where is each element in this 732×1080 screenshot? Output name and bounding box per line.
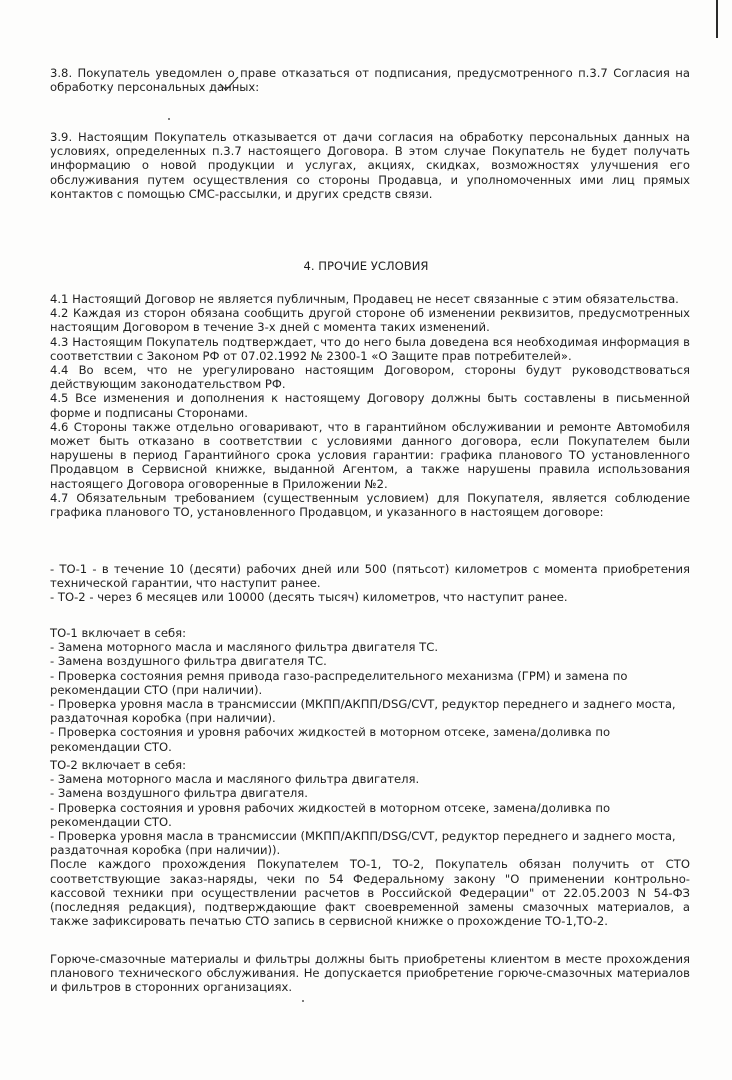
clause-3-8: 3.8. Покупатель уведомлен о праве отказаться от подписания, предусмотренного п.3.7 Согласия на обработку персональных данных:: [50, 66, 690, 95]
clause-4-1: 4.1 Настоящий Договор не является публичным, Продавец не несет связанные с этим обязательства.: [50, 292, 679, 306]
closing-paragraph: Горюче-смазочные материалы и фильтры должны быть приобретены клиентом в месте прохождения планового технического обслуживания. Не допускается приобретение горюче-смазочных материалов и фильтров в сторонних организациях.: [50, 952, 690, 995]
clause-4-7: 4.7 Обязательным требованием (существенным условием) для Покупателя, является соблюдение графика планового ТО, установленного Продавцом, и указанного в настоящем договоре:: [50, 490, 690, 520]
section-4-clauses: [50, 292, 690, 519]
scan-speck: [302, 1000, 304, 1002]
clause-4-6: 4.6 Стороны также отдельно оговаривают, что в гарантийном обслуживании и ремонте Автомобиля может быть отказано в соответствии с условиями данного договора, если Покупателем были нарушены в период Гарантийного срока условия гарантии: графика планового ТО установленного Продавцом в Сервисной книжке, выданной Агентом, а также нарушены правила использования настоящего Договора оговоренные в Приложении №2.: [50, 419, 690, 491]
to2-section: [50, 758, 690, 928]
to1-section: [50, 626, 690, 754]
list-item: - Проверка состояния и уровня рабочих жидкостей в моторном отсеке, замена/доливка по рекомендации СТО.: [50, 725, 611, 754]
to2-list: [50, 772, 690, 857]
clause-4-5: 4.5 Все изменения и дополнения к настоящему Договору должны быть составлены в письменной форме и подписаны Сторонами.: [50, 391, 690, 420]
pen-check-mark: [218, 75, 240, 93]
scan-speck: [168, 118, 170, 120]
clause-4-4: 4.4 Во всем, что не урегулировано настоящим Договором, стороны будут руководствоваться действующим законодательством РФ.: [50, 363, 690, 392]
clause-4-3: 4.3 Настоящим Покупатель подтверждает, что до него была доведена вся необходимая информация в соответствии с Законом РФ от 07.02.1992 № 2300-1 «О Защите прав потребителей».: [50, 334, 690, 363]
scan-edge-mark: [716, 0, 718, 38]
list-item: - Проверка состояния ремня привода газо-распределительного механизма (ГРМ) и замена по рекомендации СТО (при наличии).: [50, 668, 628, 697]
list-item: - Проверка уровня масла в трансмиссии (МКПП/АКПП/DSG/CVT, редуктор переднего и заднего моста, раздаточная коробка (при наличии).: [50, 697, 676, 726]
list-item: - Замена моторного масла и масляного фильтра двигателя.: [50, 772, 420, 787]
clause-4-2: 4.2 Каждая из сторон обязана сообщить другой стороне об изменении реквизитов, предусмотренных настоящим Договором в течение 3-х дней с момента таких изменений.: [50, 306, 690, 335]
clause-3-9: 3.9. Настоящим Покупатель отказывается от дачи согласия на обработку персональных данных на условиях, определенных п.3.7 настоящего Договора. В этом случае Покупатель не будет получать информацию о новой продукции и услугах, акциях, скидках, возможностях улучшения его обслуживания путем осуществления со стороны Продавца, и уполномоченных ими лиц прямых контактов с помощью СМС-рассылки, и других средств связи.: [50, 130, 690, 201]
section-4-title: 4. ПРОЧИЕ УСЛОВИЯ: [303, 259, 429, 273]
list-item: - Замена воздушного фильтра двигателя ТС.: [50, 654, 327, 669]
to2-after-paragraph: После каждого прохождения Покупателем ТО-1, ТО-2, Покупатель обязан получить от СТО соответствующие заказ-наряды, чеки по 54 Федеральному закону "О применении контрольно-кассовой техники при осуществлении расчетов в Российской Федерации" от 22.05.2003 N 54-ФЗ (последняя редакция), подтверждающие факт своевременной замены смазочных материалов, а также зафиксировать печатью СТО запись в сервисной книжке о прохождение ТО-1,ТО-2.: [50, 857, 690, 929]
list-item: - Проверка уровня масла в трансмиссии (МКПП/АКПП/DSG/CVT, редуктор переднего и заднего моста, раздаточная коробка (при наличии)).: [50, 829, 676, 858]
to2-heading: ТО-2 включает в себя:: [50, 758, 187, 772]
schedule-to1: - ТО-1 - в течение 10 (десяти) рабочих дней или 500 (пятьсот) километров с момента приобретения технической гарантии, что наступит ранее.: [50, 562, 690, 591]
maintenance-schedule: [50, 562, 690, 605]
list-item: - Замена воздушного фильтра двигателя.: [50, 786, 308, 801]
to1-list: [50, 640, 690, 754]
schedule-to2: - ТО-2 - через 6 месяцев или 10000 (десять тысяч) километров, что наступит ранее.: [50, 590, 568, 605]
list-item: - Замена моторного масла и масляного фильтра двигателя ТС.: [50, 640, 439, 655]
list-item: - Проверка состояния и уровня рабочих жидкостей в моторном отсеке, замена/доливка по рекомендации СТО.: [50, 800, 611, 829]
to1-heading: ТО-1 включает в себя:: [50, 626, 187, 640]
